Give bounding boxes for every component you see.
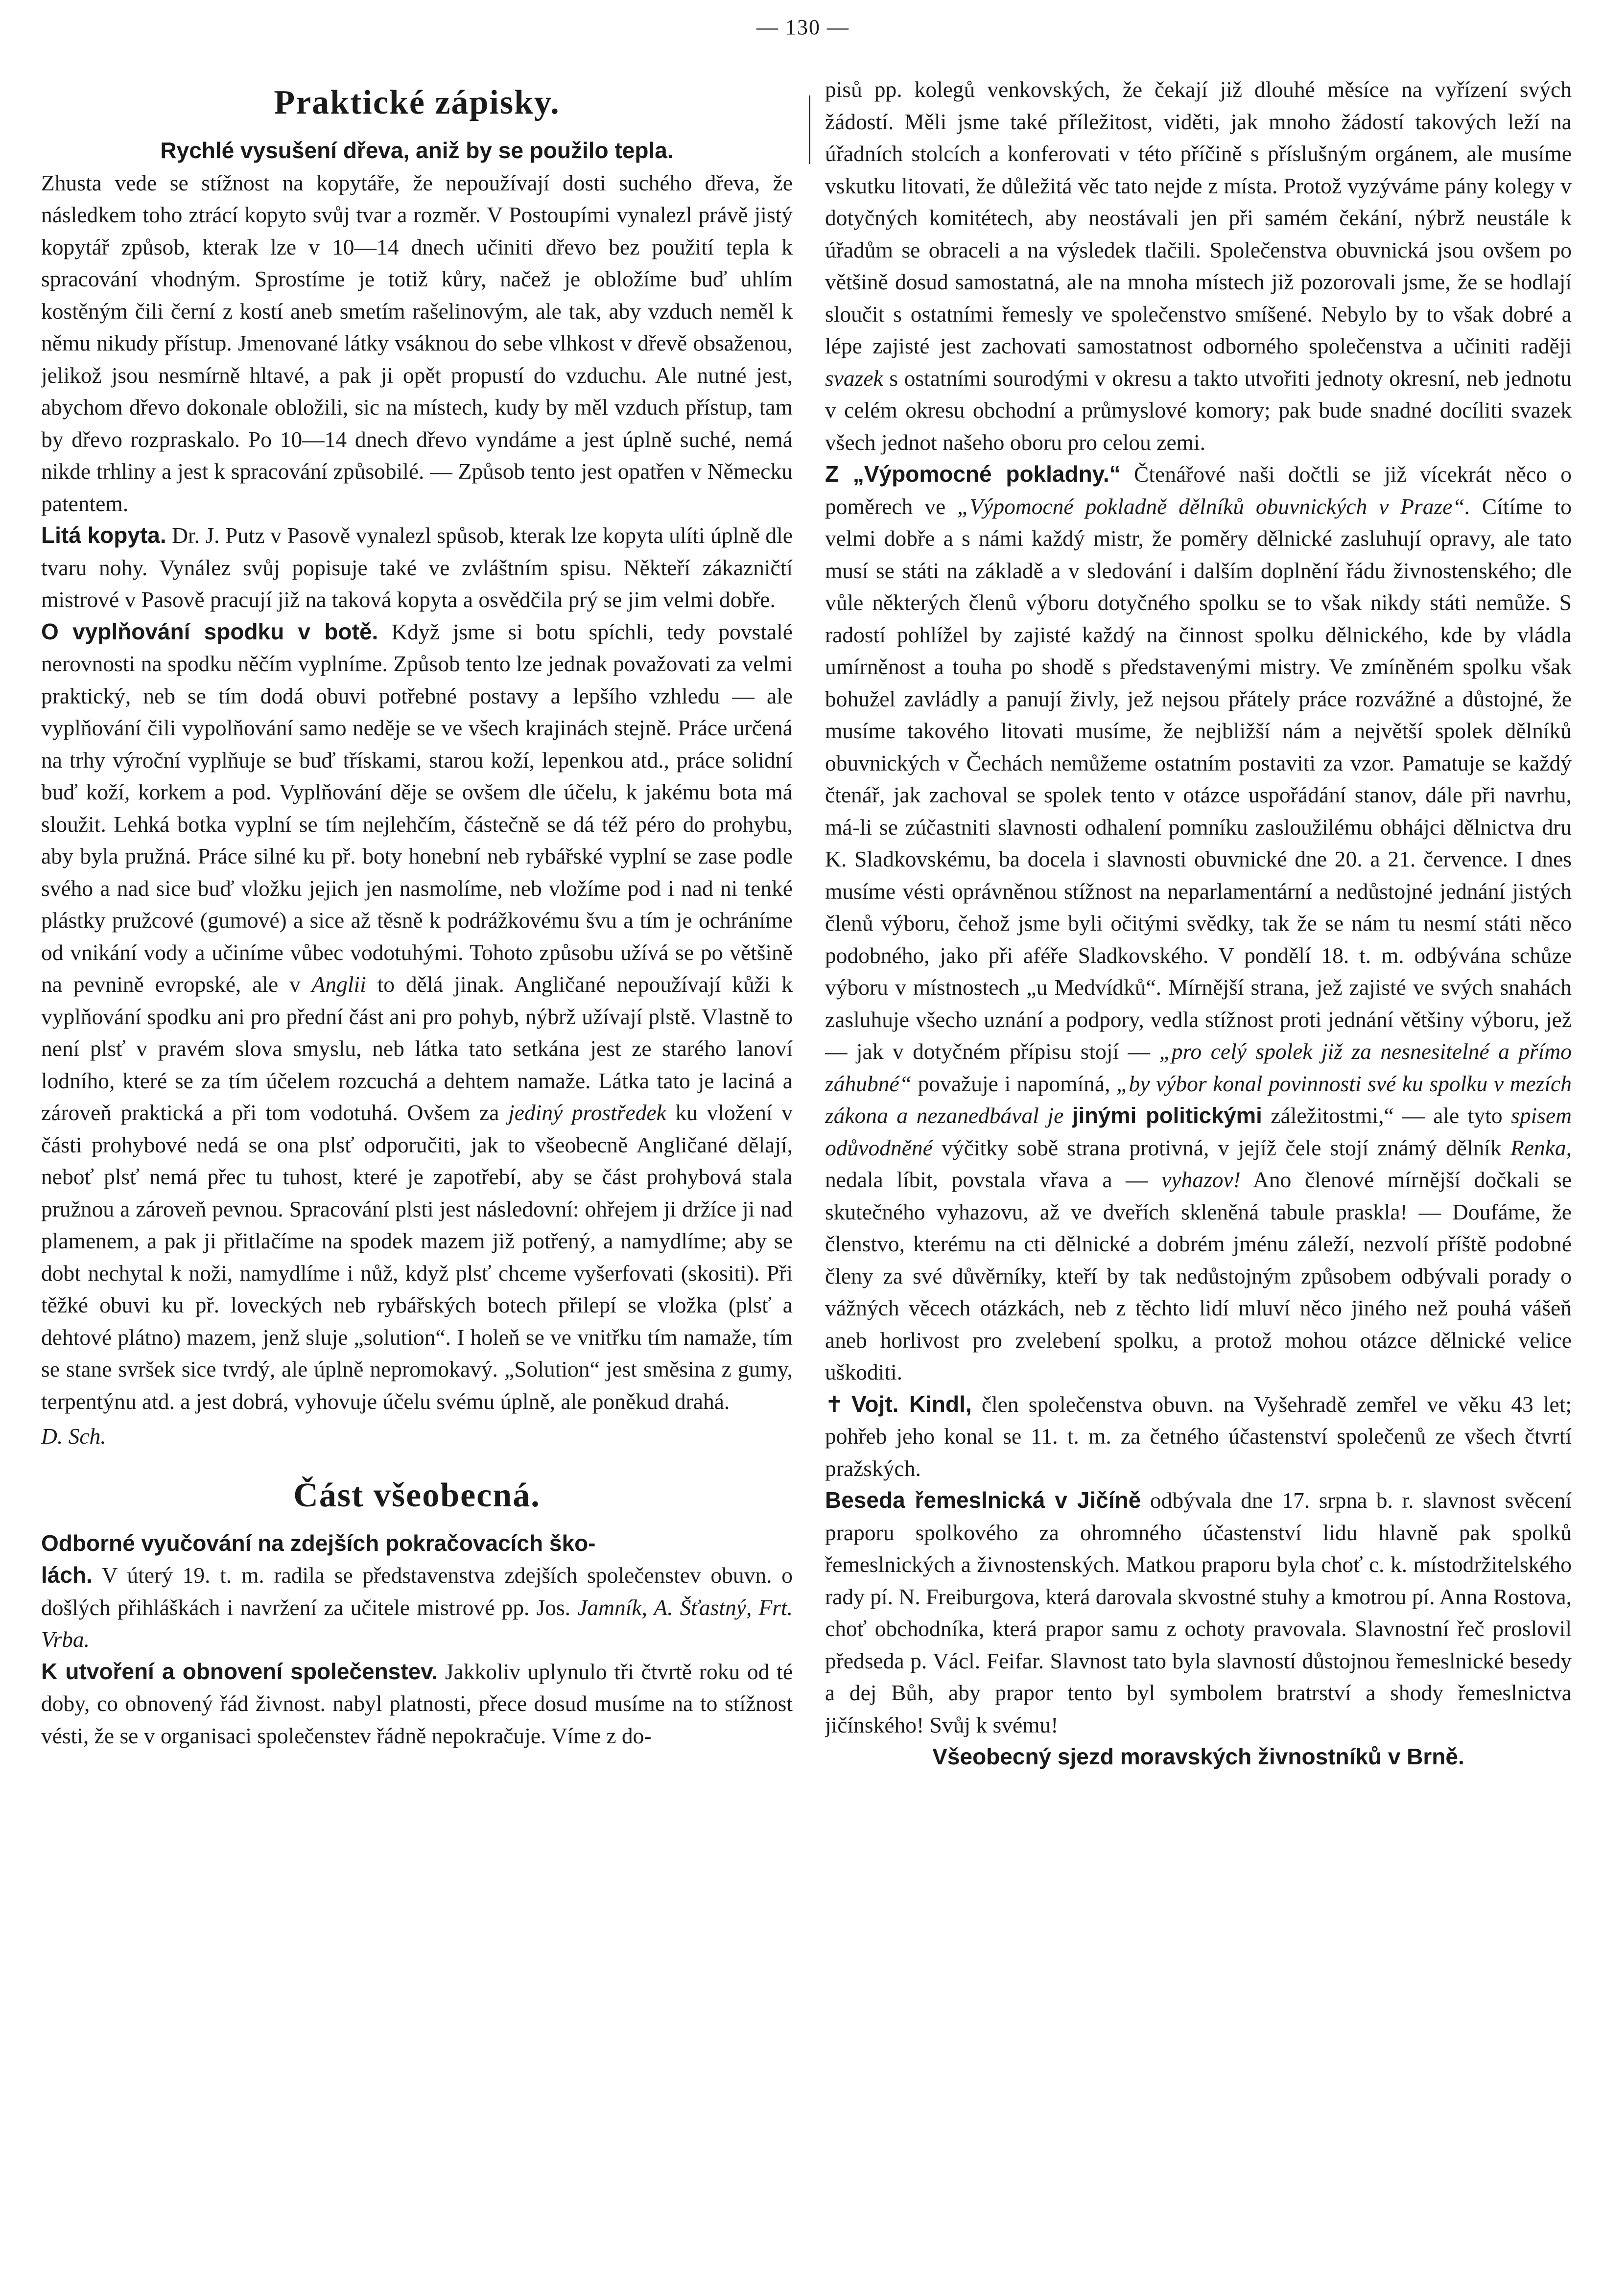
sole-filling-text-2: to dělá jinak. Angličané nepoužívají kůži k vyplňování spodku ani pro přední část ani pro pohyb, nýbrž užívají plstě. Vlastně to není plsť v pravém slova smyslu, neb látka tato setkána jest ze starého lanoví lodního, které se za tím účelem rozcuchá a dehtem namaže. Látka tato je laciná a zároveň praktická a při tom vodotuhá. Ovšem za (41, 972, 793, 1125)
jicin-heading: Beseda řemeslnická v Jičíně (825, 1487, 1141, 1513)
article-sole-filling (41, 616, 793, 1418)
relief-fund-title: „Výpomocné pokladně dělníků obuvnických v Praze“. (957, 493, 1471, 519)
relief-fund-text-5: výčitky sobě strana protivná, v jejíž čele stojí známý dělník (942, 1135, 1502, 1160)
relief-fund-vyhazov: vyhazov! (1161, 1167, 1241, 1192)
relief-fund-text-6: nedala líbit, povstala vřava a — (825, 1167, 1148, 1192)
relief-fund-quote-2: „by výbor konal povinnosti své ku spolku v mezích zákona a nezanedbával je (825, 1071, 1572, 1128)
obituary-heading: Vojt. Kindl, (851, 1391, 972, 1417)
column-rule (809, 95, 810, 164)
article-obituary (825, 1388, 1572, 1485)
section-title-practical-notes: Praktické zápisky. (274, 84, 560, 121)
relief-fund-text-1: Čtenářové naši dočtli se již vícekrát něco o poměrech ve (825, 462, 1572, 519)
vocational-text: V úterý 19. t. m. radila se představenstva zdejších společenstev obuvn. o došlých přihláškách i navržení za učitele mistrové pp. Jos. (41, 1563, 793, 1620)
article-guilds (41, 1656, 793, 1752)
relief-fund-text-3: považuje i napomíná, (918, 1071, 1110, 1096)
article-vocational-education (41, 1559, 793, 1656)
relief-fund-text-2: Cítíme to velmi dobře a s námi každý mistr, že poměry dělnické zasluhují opravy, ale tato musí se státi na základě a v sledování i dalším doplnění řádu živnostenského; dle vůle některých členů výboru dotyčného spolku se to však nikdy státi nemůže. S radostí pohlížel by zajisté každý na činnost spolku dělnického, kde by vládla umírněnost a touha po shodě s představenými mistry. Ve zmíněném spolku však bohužel zavládly a panují živly, jež nejsou přátely práce rozvážné a důstojné, že musíme takového litovati musíme, že nejbližší nám a největší spolek dělníků obuvnických v Čechách nemůžeme ostatním postaviti za vzor. Pamatuje se každý čtenář, jak zachoval se spolek tento v otázce uspořádání stanov, dále při navrhu, má-li se zúčastniti slavnosti odhalení pomníku zasloužilému obhájci dělnictva dru K. Sladkovskému, ba docela i slavnosti obuvnické dne 20. a 21. července. I dnes musíme vésti oprávněnou stížnost na neparlamentární a nedůstojné jednání jistých členů výboru, čehož jsme byli očitými svědky, tak že se nám tu nesmí státi něco podobného, jako při aféře Sladkovského. V pondělí 18. t. m. odbývána schůze výboru v místnostech „u Medvídků“. Mírnější strana, jež zajisté ve svých snahách zasluhuje všecho uznání a podpory, vedla stížnost proti jednání většiny výboru, jež — jak v dotyčném přípisu stojí — (825, 493, 1572, 1064)
cross-icon: ✝ (825, 1391, 844, 1417)
article-heading-vocational-education (41, 1527, 793, 1560)
sole-filling-jediny: jediný prostředek (508, 1100, 666, 1125)
relief-fund-quote-1: „pro celý spolek již za nesnesitelné a přímo záhubné“ (825, 1039, 1572, 1096)
article-heading-rapid-drying (41, 135, 793, 167)
article-cast-lasts (41, 519, 793, 616)
page-number: — 130 — (756, 15, 849, 39)
guilds-cont-svazek: svazek (825, 365, 883, 391)
article-guilds-continued (825, 73, 1572, 458)
article-relief-fund (825, 458, 1572, 1388)
cast-lasts-text: Dr. J. Putz v Pasově vynalezl spůsob, kterak lze kopyta ulíti úplně dle tvaru nohy. Vynález svůj popisuje také ve zvláštním spisu. Někteří zákazničtí mistrové v Pasově pracují již na taková kopyta a osvědčila prý se jim velmi dobře. (41, 523, 793, 612)
vocational-names: Jamník, A. Šťastný, Frt. Vrba. (41, 1594, 793, 1652)
sole-filling-heading: O vyplňování spodku v botě. (41, 618, 378, 644)
obituary-text: člen společenstva obuvn. na Vyšehradě zemřel ve věku 43 let; pohřeb jeho konal se 11. t. m. za četného účastenství společenů ze všech čtvrtí pražských. (825, 1391, 1572, 1481)
relief-fund-spisem: spisem odůvodněné (825, 1103, 1572, 1160)
section-title-general-part: Část všeobecná. (293, 1476, 541, 1514)
relief-fund-renka: Renka, (1510, 1135, 1572, 1160)
sole-filling-anglii: Anglii (311, 972, 366, 997)
final-heading: Všeobecný sjezd moravských živnostníků v Brně. (932, 1744, 1464, 1769)
jicin-text: odbývala dne 17. srpna b. r. slavnost svěcení praporu spolkového za ohromného účastenství lidu hlavně pak spolků řemeslnických a živnostenských. Matkou praporu byla choť c. k. místodržitelského rady pí. N. Freiburgova, která darovala skvostné stuhy a kmotrou pí. Anna Rostova, choť obchodníka, která prapor samu z ochoty pravovala. Slavnostní řeč proslovil předseda p. Václ. Feifar. Slavnost tato byla slavností důstojnou řemeslnické besedy a dej Bůh, aby prapor tento byl symbolem bratrství a shody řemeslnictva jičínského! Svůj k svému! (825, 1488, 1572, 1737)
relief-fund-political: jinými politickými (1072, 1103, 1262, 1128)
article-jicin-society (825, 1484, 1572, 1741)
sole-filling-text-1: Když jsme si botu spíchli, tedy povstalé nerovnosti na spodku něčím vyplníme. Způsob tento lze jednak považovati za velmi praktický, neb se tím dodá obuvi potřebné postavy a lepšího vzhledu — ale vyplňování čili vypolňování samo neděje se ve všech krajinách stejně. Práce určená na trhy výroční vyplňuje se buď třískami, starou koží, lepenkou atd., práce solidní buď koží, korkem a pod. Vyplňování děje se ovšem dle účelu, k jakému bota má sloužit. Lehká botka vyplní se tím nejlehčím, částečně se dá též péro do prohybu, aby byla pružná. Práce silné ku př. boty honební neb rybářské vyplní se zase podle svého a nad sice buď vložku jejich jen nasmolíme, neb vložíme pod i nad ni tenké plástky pružcové (gumové) a sice až těsně k podrážkovému švu a tím je ochráníme od vnikání vody a učiníme vůbec vodotuhými. Tohoto způsobu užívá se po většině na pevnině evropské, ale v (41, 619, 793, 997)
final-heading-line (825, 1741, 1572, 1773)
relief-fund-text-7: Ano členové mírnější dočkali se skutečného vyhazovu, až ve dveřích skleněná tabule praskla! — Doufáme, že členstvo, kterému na cti dělnické a dobrém jménu záleží, nezvolí příště podobné členy za své důvěrníky, kteří by tak nedůstojným způsobem odbývali porady o vážných věcech otázkách, neb z těchto lidí mluví něco jiného než pouhá vášeň aneb horlivost pro zvelebení spolku, a protož mohou otázce dělnické velice uškoditi. (825, 1167, 1572, 1384)
guilds-cont-text-2: s ostatními sourodými v okresu a takto utvořiti jednoty okresní, neb jednotu v celém okresu obchodní a průmyslové komory; pak bude snadné docíliti svazek všech jednot našeho oboru pro celou zemi. (825, 365, 1572, 455)
guilds-cont-text-1: pisů pp. kolegů venkovských, že čekají již dlouhé měsíce na vyřízení svých žádostí. Měli jsme také příležitost, viděti, jak mnoho žádostí takových leží na úřadních stolcích a konferovati v této příčině s příslušným orgánem, ale musíme vskutku litovati, že důležitá věc tato nejde z místa. Protož vyzýváme pány kolegy v dotyčných komitétech, aby neostávali jen při samém čekání, nýbrž neustále k úřadům se obraceli a na výsledek tlačili. Společenstva obuvnická jsou ovšem po většině dosud samostatná, ale na mnoha místech již pozorovali jsme, že se hodlají sloučit s ostatními řemesly ve společenstvo smíšené. Nebylo by to však dobré a lépe zajisté jest zachovati samostatnost odborného společenstva a učiniti raději (825, 77, 1572, 358)
rapid-drying-heading: Rychlé vysušení dřeva, aniž by se použilo tepla. (160, 138, 674, 163)
guilds-text: Jakkoliv uplynulo tři čtvrtě roku od té doby, co obnovený řád živnost. nabyl platnosti, přece dosud musíme na to stížnost vésti, že se v organisaci společenstev řádně nepokračuje. Víme z do- (41, 1659, 793, 1748)
sole-filling-text-3: ku vložení v části prohybové nedá se ona plsť odporučiti, jak to všeobecně Angličané dělají, neboť plsť nemá přec tu tuhost, které je zapotřebí, aby se část prohybová stala pružnou a zároveň pevnou. Spracování plsti jest následovní: ohřejem ji držíce ji nad plamenem, a pak ji přitlačíme na spodek mazem již potřený, a namydlíme; aby se dobt nechytal k noži, namydlíme i nůž, když plsť chceme vyšerfovati (skositi). Při těžké obuvi ku př. loveckých neb rybářských botech přilepí se vložka (plsť a dehtové plátno) mazem, jenž sluje „solution“. I holeň se ve vnitřku tím namaže, tím se stane svršek sice tvrdý, ale úplně nepromokavý. „Solution“ jest směsina z gumy, terpentýnu atd. a jest dobrá, vyhovuje účelu svému úplně, ale poněkud drahá. (41, 1100, 793, 1414)
relief-fund-heading: Z „Výpomocné pokladny.“ (825, 461, 1121, 487)
author-signature: D. Sch. (41, 1424, 106, 1449)
vocational-heading-line1: Odborné vyučování na zdejších pokračovacích ško- (41, 1530, 596, 1556)
cast-lasts-heading: Litá kopyta. (41, 522, 166, 548)
right-column (825, 73, 1572, 2267)
article-rapid-drying: Zhusta vede se stížnost na kopytáře, že nepoužívají dosti suchého dřeva, že následkem toho ztrácí kopyto svůj tvar a rozměr. V Postoupími vynalezl právě jistý kopytář způsob, kterak lze v 10—14 dnech učiniti dřevo bez použití tepla k spracování vhodným. Sprostíme je totiž kůry, načež je obložíme buď uhlím kostěným čili černí z kostí aneb smetím rašelinovým, ale tak, aby vzduch neměl k němu nikudy přístup. Jmenované látky vsáknou do sebe vlhkost v dřevě obsaženou, jelikož jsou nesmírně hltavé, a pak ji opět propustí do vzduchu. Ale nutné jest, abychom dřevo dokonale obložili, sic na místech, kudy by měl vzduch přístup, tam by dřevo rozpraskalo. Po 10—14 dnech dřevo vyndáme a jest úplně suché, nemá nikde trhliny a jest k spracování způsobilé. — Způsob tento jest opatřen v Německu patentem. (41, 170, 793, 516)
vocational-heading-end: lách. (41, 1562, 93, 1588)
left-column (41, 73, 793, 2267)
relief-fund-text-4: záležitostmi,“ — ale tyto (1271, 1103, 1503, 1128)
guilds-heading: K utvoření a obnovení společenstev. (41, 1658, 438, 1684)
